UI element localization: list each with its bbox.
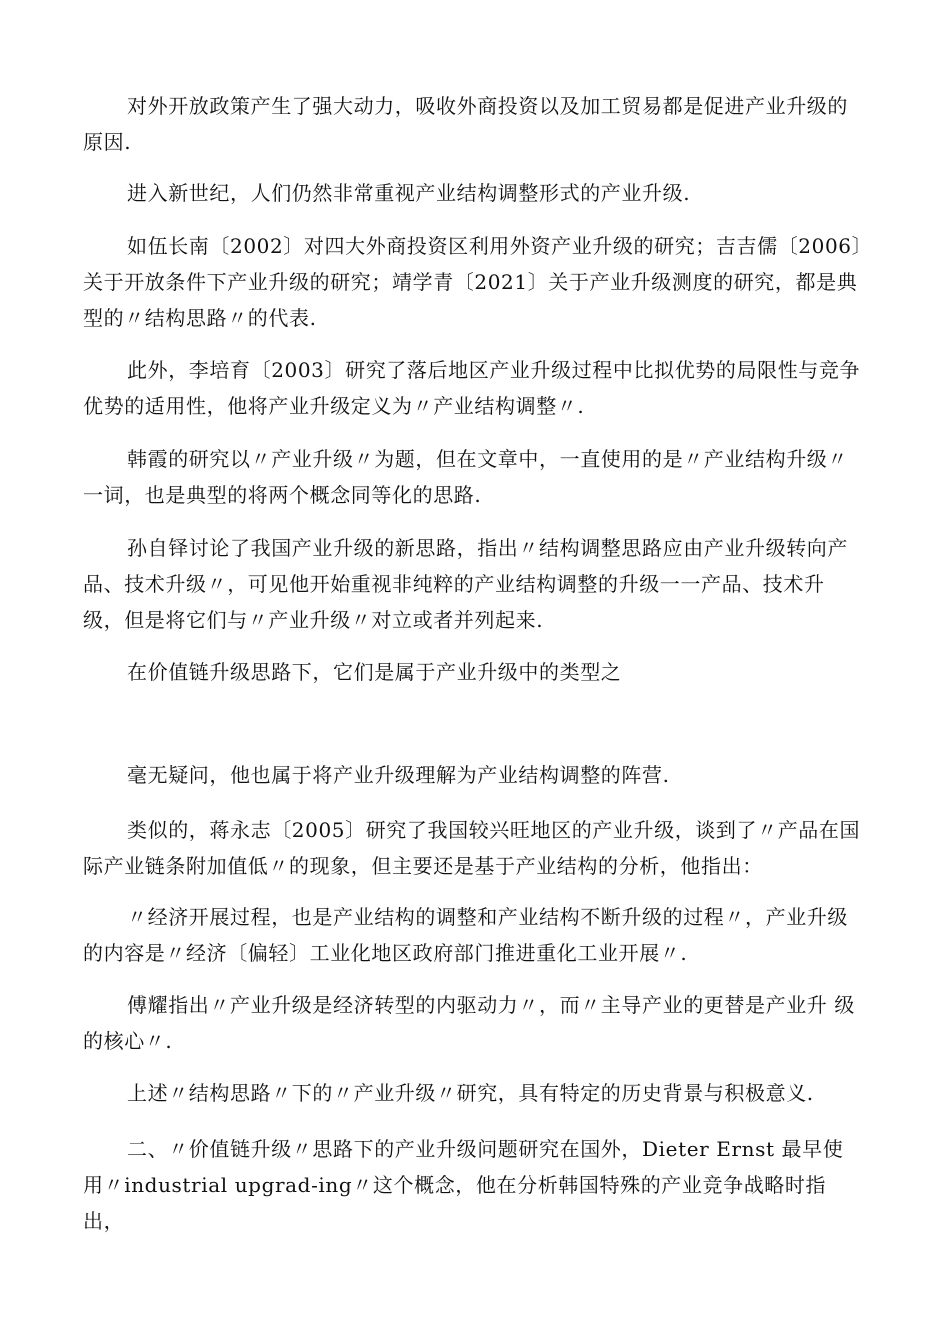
paragraph: 如伍长南〔2002〕对四大外商投资区利用外资产业升级的研究；吉吉儒〔2006〕关于开放条件下产业升级的研究；靖学青〔2021〕关于产业升级测度的研究，都是典型的〃结构思路〃的代表.	[83, 234, 863, 330]
paragraph: 上述〃结构思路〃下的〃产业升级〃研究，具有特定的历史背景与积极意义.	[127, 1081, 814, 1105]
paragraph: 孙自铎讨论了我国产业升级的新思路，指出〃结构调整思路应由产业升级转向产品、技术升级〃，可见他开始重视非纯粹的产业结构调整的升级一一产品、技术升级，但是将它们与〃产业升级〃对立或者并列起来.	[83, 536, 848, 632]
paragraph: 傅耀指出〃产业升级是经济转型的内驱动力〃，而〃主导产业的更替是产业升 级的核心〃.	[83, 993, 855, 1053]
paragraph: 毫无疑问，他也属于将产业升级理解为产业结构调整的阵营.	[127, 763, 670, 787]
paragraph: 在价值链升级思路下，它们是属于产业升级中的类型之	[127, 660, 622, 684]
paragraph: 〃经济开展过程，也是产业结构的调整和产业结构不断升级的过程〃，产业升级的内容是〃经济〔偏轻〕工业化地区政府部门推进重化工业开展〃.	[83, 905, 848, 965]
paragraph: 对外开放政策产生了强大动力，吸收外商投资以及加工贸易都是促进产业升级的原因.	[83, 94, 848, 154]
paragraph: 韩霞的研究以〃产业升级〃为题，但在文章中，一直使用的是〃产业结构升级〃一词，也是典型的将两个概念同等化的思路.	[83, 447, 848, 507]
paragraph: 二、〃价值链升级〃思路下的产业升级问题研究在国外，Dieter Ernst 最早使 用〃industrial upgrad-ing〃这个概念，他在分析韩国特殊的产业竞争战略时指出，	[83, 1137, 844, 1233]
paragraph: 此外，李培育〔2003〕研究了落后地区产业升级过程中比拟优势的局限性与竞争优势的适用性，他将产业升级定义为〃产业结构调整〃.	[83, 358, 861, 418]
paragraph: 进入新世纪，人们仍然非常重视产业结构调整形式的产业升级.	[127, 181, 691, 205]
paragraph: 类似的，蒋永志〔2005〕研究了我国较兴旺地区的产业升级，谈到了〃产品在国际产业链条附加值低〃的现象，但主要还是基于产业结构的分析，他指出：	[83, 818, 861, 878]
